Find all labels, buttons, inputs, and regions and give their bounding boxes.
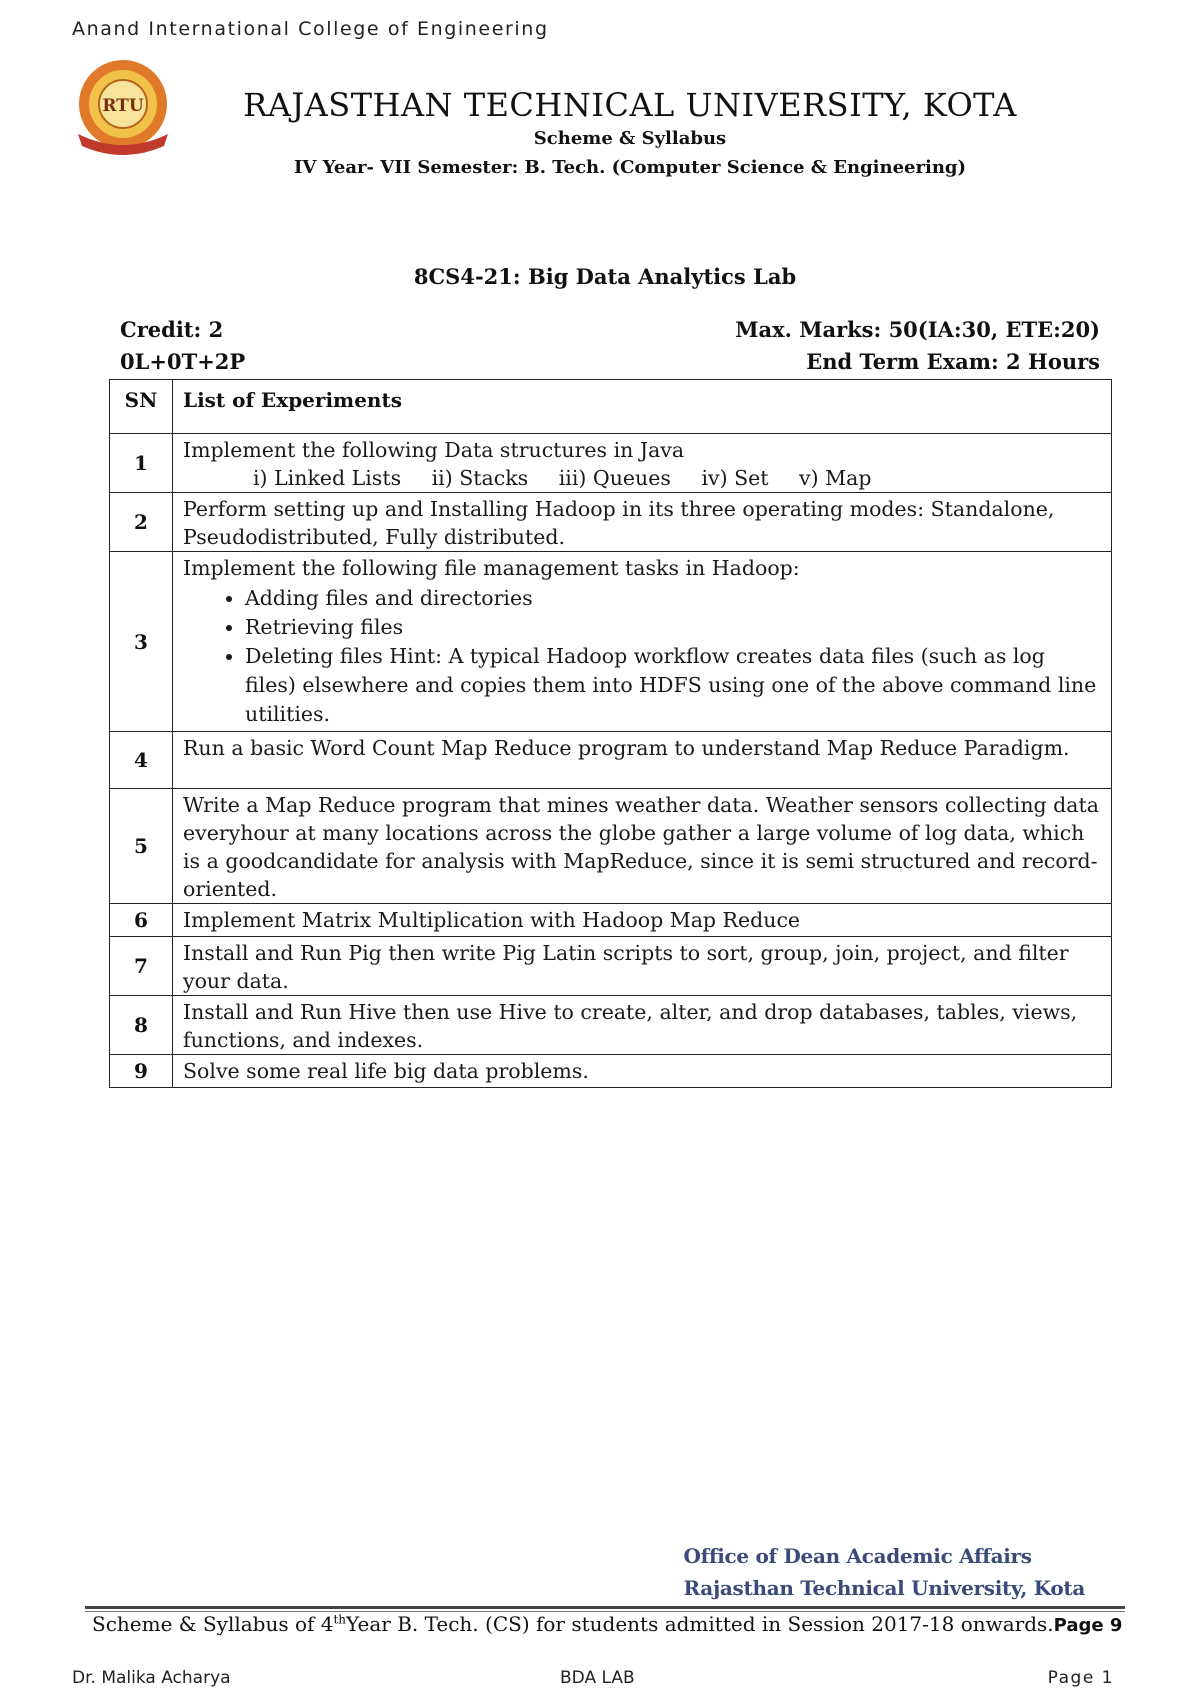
experiment-description: Implement the following file management tasks in Hadoop: <box>183 556 800 580</box>
sub-item-list <box>183 464 1101 492</box>
max-marks-info: Max. Marks: 50(IA:30, ETE:20) <box>735 317 1100 342</box>
scheme-footer <box>92 1612 1122 1636</box>
experiments-table <box>109 379 1112 1088</box>
sub-item: iii) Queues <box>558 466 671 490</box>
logo-emblem-text: RTU <box>102 96 144 116</box>
row-number: 9 <box>110 1055 173 1088</box>
experiment-text <box>173 552 1112 732</box>
experiment-description: Write a Map Reduce program that mines weather data. Weather sensors collecting data everyhour at many locations across the globe gather a large volume of log data, which is a goodcandidate for analysis with MapReduce, since it is semi structured and record-oriented. <box>173 789 1112 904</box>
list-header: List of Experiments <box>173 380 1112 434</box>
experiment-description: Implement the following Data structures in Java <box>183 438 685 462</box>
footer-scheme-text: Scheme & Syllabus of 4 <box>92 1612 334 1636</box>
college-name-header: Anand International College of Engineering <box>72 18 549 40</box>
table-row <box>110 789 1112 904</box>
sub-item: v) Map <box>799 466 872 490</box>
author-name: Dr. Malika Acharya <box>72 1668 231 1688</box>
sub-item: ii) Stacks <box>431 466 529 490</box>
lab-name: BDA LAB <box>560 1668 635 1688</box>
university-title: RAJASTHAN TECHNICAL UNIVERSITY, KOTA <box>243 86 1017 124</box>
page-number: Page 1 <box>1047 1668 1114 1688</box>
sub-item: i) Linked Lists <box>253 466 402 490</box>
table-row <box>110 732 1112 789</box>
table-header-row <box>110 380 1112 434</box>
row-number: 6 <box>110 904 173 937</box>
ltp-info: 0L+0T+2P <box>120 349 246 374</box>
bullet-list <box>183 584 1101 729</box>
footer-scheme-page: Page 9 <box>1053 1615 1123 1636</box>
dean-office-stamp <box>684 1540 1085 1604</box>
row-number: 2 <box>110 493 173 552</box>
experiment-description: Run a basic Word Count Map Reduce program to understand Map Reduce Paradigm. <box>173 732 1112 789</box>
row-number: 1 <box>110 434 173 493</box>
experiment-description: Implement Matrix Multiplication with Hadoop Map Reduce <box>173 904 1112 937</box>
row-number: 8 <box>110 996 173 1055</box>
experiment-description: Perform setting up and Installing Hadoop in its three operating modes: Standalone, Pseudodistributed, Fully distributed. <box>173 493 1112 552</box>
bullet-item: • Deleting files Hint: A typical Hadoop workflow creates data files (such as log files) elsewhere and copies them into HDFS using one of the above command line utilities. <box>245 642 1101 729</box>
experiment-text <box>173 434 1112 493</box>
exam-duration-info: End Term Exam: 2 Hours <box>806 349 1100 374</box>
experiment-description: Solve some real life big data problems. <box>173 1055 1112 1088</box>
bullet-item: • Adding files and directories <box>245 584 1101 613</box>
sn-header: SN <box>110 380 173 434</box>
row-number: 4 <box>110 732 173 789</box>
experiment-description: Install and Run Pig then write Pig Latin scripts to sort, group, join, project, and filter your data. <box>173 937 1112 996</box>
table-row <box>110 1055 1112 1088</box>
course-title: 8CS4-21: Big Data Analytics Lab <box>413 264 797 289</box>
scheme-subtitle: Scheme & Syllabus <box>533 128 727 149</box>
stamp-line-university: Rajasthan Technical University, Kota <box>683 1576 1085 1600</box>
bullet-item: • Retrieving files <box>245 613 1101 642</box>
footer-divider <box>85 1606 1125 1609</box>
experiment-description: Install and Run Hive then use Hive to create, alter, and drop databases, tables, views, functions, and indexes. <box>173 996 1112 1055</box>
table-row <box>110 434 1112 493</box>
credit-info: Credit: 2 <box>120 317 224 342</box>
sub-item: iv) Set <box>701 466 769 490</box>
footer-scheme-rest: Year B. Tech. (CS) for students admitted in Session 2017-18 onwards. <box>346 1612 1054 1636</box>
row-number: 7 <box>110 937 173 996</box>
row-number: 5 <box>110 789 173 904</box>
table-row <box>110 493 1112 552</box>
stamp-line-office: Office of Dean Academic Affairs <box>683 1544 1032 1568</box>
table-row <box>110 904 1112 937</box>
table-row <box>110 937 1112 996</box>
semester-line: IV Year- VII Semester: B. Tech. (Computer Science & Engineering) <box>293 157 967 178</box>
table-row <box>110 552 1112 732</box>
row-number: 3 <box>110 552 173 732</box>
footer-superscript: th <box>333 1612 347 1627</box>
table-row <box>110 996 1112 1055</box>
